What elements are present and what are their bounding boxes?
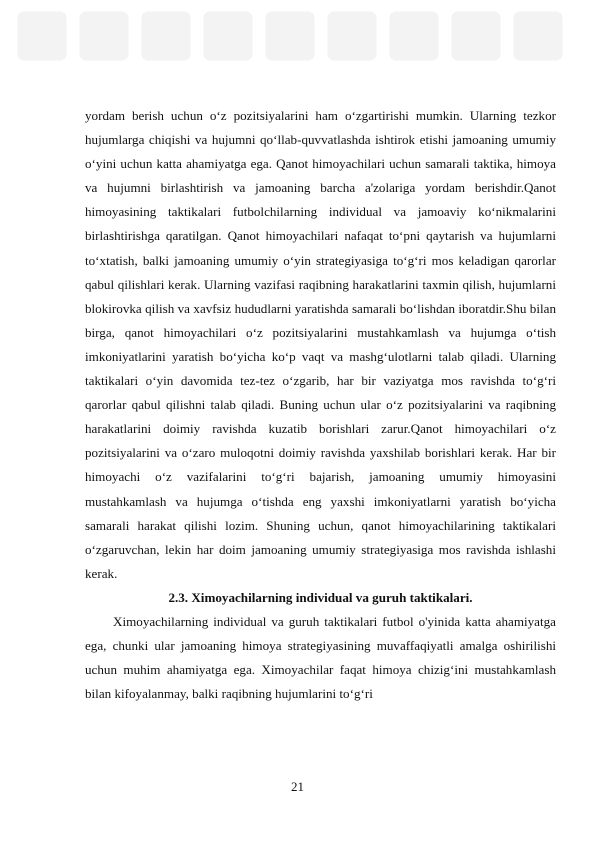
watermark-logo: [0, 0, 595, 110]
section-heading: 2.3. Ximoyachilarning individual va guruh taktikalari.: [168, 589, 473, 605]
page-number: 21: [291, 779, 304, 794]
body-paragraph: yordam berish uchun o‘z pozitsiyalarini ham o‘zgartirishi mumkin. Ularning tezkor hujumlarga chiqishi va hujumni qo‘llab-quvvatlashda ishtirok etishi jamoaning umumiy o‘yini uchun katta ahamiyatga ega. Qanot himoyachilari uchun samarali taktika, himoya va hujumni birlashtirish va jamoaning barcha a'zolariga yordam berishdir.Qanot himoyasining taktikalari futbolchilarning individual va jamoaviy ko‘nikmalarini birlashtirishga qaratilgan. Qanot himoyachilari nafaqat to‘pni qaytarish va hujumlarni to‘xtatish, balki jamoaning umumiy o‘yin strategiyasiga to‘g‘ri mos keladigan qarorlar qabul qilishlari kerak. Ularning vazifasi raqibning harakatlarini taxmin qilish, hujumlarni blokirovka qilish va xavfsiz hududlarni yaratishda samarali bo‘lishdan iboratdir.Shu bilan birga, qanot himoyachilari o‘z pozitsiyalarini mustahkamlash va hujumga o‘tish imkoniyatlarini yaratish bo‘yicha ko‘p vaqt va mashg‘ulotlarni talab qiladi. Ularning taktikalari o‘yin davomida tez-tez o‘zgarib, har bir vaziyatga mos ravishda to‘g‘ri qarorlar qabul qilishni talab qiladi. Buning uchun ular o‘z pozitsiyalarini va raqibning harakatlarini doimiy ravishda kuzatib borishlari zarur.Qanot himoyachilari o‘z pozitsiyalarini va o‘zaro muloqotni doimiy ravishda yaxshilab borishlari kerak. Har bir himoyachi o‘z vazifalarini to‘g‘ri bajarish, jamoaning umumiy himoyasini mustahkamlash va hujumga o‘tishda eng yaxshi imkoniyatlarni yaratish bo‘yicha samarali harakat qilishi lozim. Shuning uchun, qanot himoyachilarining taktikalari o‘zgaruvchan, lekin har doim jamoaning umumiy strategiyasiga mos ravishda ishlashi kerak.: [85, 108, 556, 581]
document-page: [85, 104, 556, 706]
body-paragraph-2: Ximoyachilarning individual va guruh taktikalari futbol o'yinida katta ahamiyatga ega, chunki ular jamoaning himoya strategiyasining muvaffaqiyatli amalga oshirilishi uchun muhim ahamiyatga ega. Ximoyachilar faqat himoya chizig‘ini mustahkamlash bilan kifoyalanmay, balki raqibning hujumlarini to‘g‘ri: [85, 613, 556, 702]
